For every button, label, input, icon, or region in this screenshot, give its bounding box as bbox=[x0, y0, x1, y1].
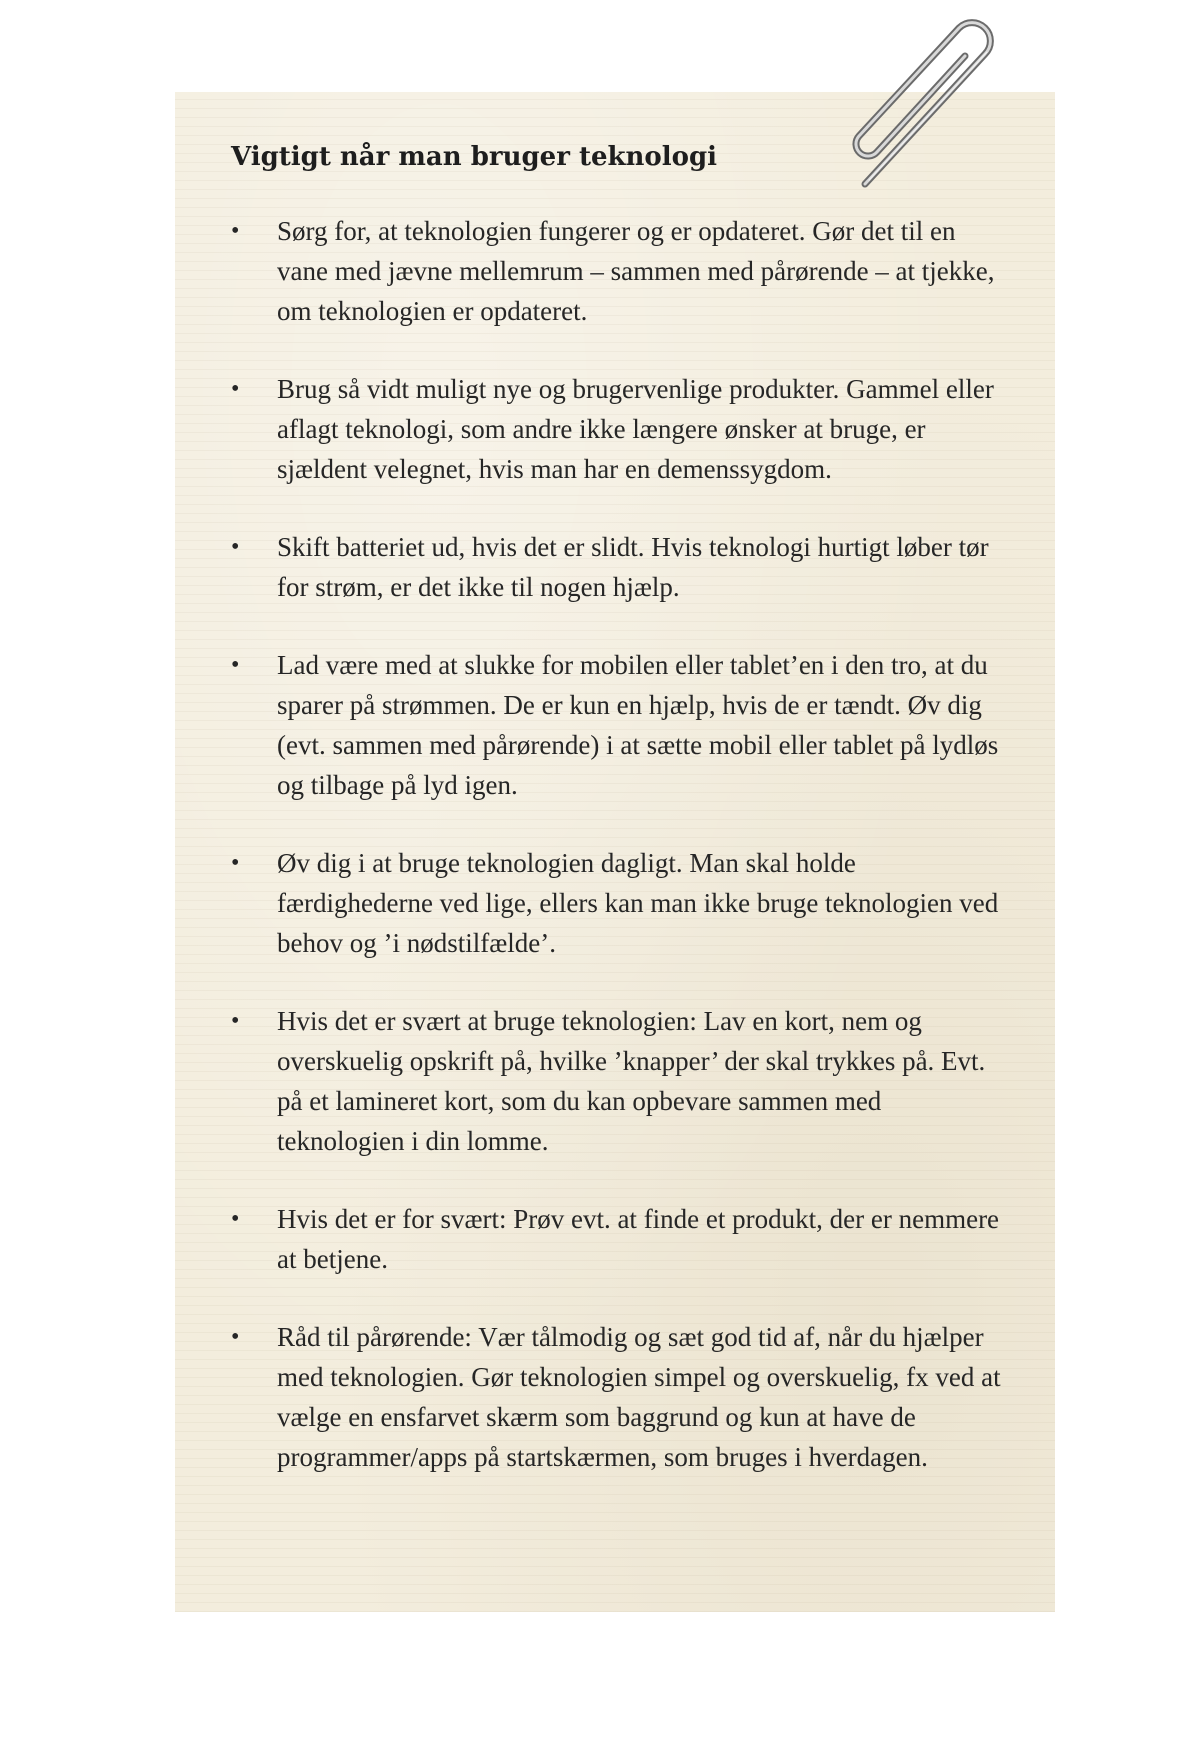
bullet: • bbox=[231, 1206, 240, 1233]
bullet: • bbox=[231, 850, 240, 877]
tip-text: Sørg for, at teknologien fungerer og er opdateret. Gør det til en vane med jævne mellemrum – sammen med pårørende – at tjekke, om teknologien er opdateret. bbox=[277, 216, 995, 327]
list-item bbox=[231, 843, 1005, 963]
tip-text: Hvis det er svært at bruge teknologien: Lav en kort, nem og overskuelig opskrift på, hvilke ’knapper’ der skal trykkes på. Evt. på et lamineret kort, som du kan opbevare sammen med teknologien i din lomme. bbox=[277, 1006, 986, 1157]
bullet: • bbox=[231, 376, 240, 403]
tips-list bbox=[231, 211, 1005, 1477]
bullet: • bbox=[231, 1008, 240, 1035]
tip-text: Hvis det er for svært: Prøv evt. at finde et produkt, der er nemmere at betjene. bbox=[277, 1204, 1000, 1275]
bullet: • bbox=[231, 652, 240, 679]
tip-text: Øv dig i at bruge teknologien dagligt. Man skal holde færdighederne ved lige, ellers kan man ikke bruge teknologien ved behov og ’i nødstilfælde’. bbox=[277, 848, 999, 959]
note-title: Vigtigt når man bruger teknologi bbox=[231, 142, 718, 172]
list-item bbox=[231, 211, 1005, 331]
bullet: • bbox=[231, 218, 240, 245]
paperclip-icon bbox=[845, 14, 1025, 204]
bullet: • bbox=[231, 534, 240, 561]
list-item bbox=[231, 1199, 1005, 1279]
list-item bbox=[231, 1001, 1005, 1161]
tip-text: Råd til pårørende: Vær tålmodig og sæt god tid af, når du hjælper med teknologien. Gør teknologien simpel og overskuelig, fx ved at vælge en ensfarvet skærm som baggrund og kun at have de programmer/apps på startskærmen, som bruges i hverdagen. bbox=[277, 1322, 1001, 1473]
bullet: • bbox=[231, 1324, 240, 1351]
list-item bbox=[231, 527, 1005, 607]
tip-text: Skift batteriet ud, hvis det er slidt. Hvis teknologi hurtigt løber tør for strøm, er det ikke til nogen hjælp. bbox=[277, 532, 989, 603]
note-paper bbox=[175, 92, 1055, 1612]
tip-text: Lad være med at slukke for mobilen eller tablet’en i den tro, at du sparer på strømmen. De er kun en hjælp, hvis de er tændt. Øv dig (evt. sammen med pårørende) i at sætte mobil eller tablet på lydløs og tilbage på lyd igen. bbox=[277, 650, 999, 801]
list-item bbox=[231, 645, 1005, 805]
list-item bbox=[231, 1317, 1005, 1477]
tip-text: Brug så vidt muligt nye og brugervenlige produkter. Gammel eller aflagt teknologi, som andre ikke længere ønsker at bruge, er sjældent velegnet, hvis man har en demenssygdom. bbox=[277, 374, 994, 485]
list-item bbox=[231, 369, 1005, 489]
